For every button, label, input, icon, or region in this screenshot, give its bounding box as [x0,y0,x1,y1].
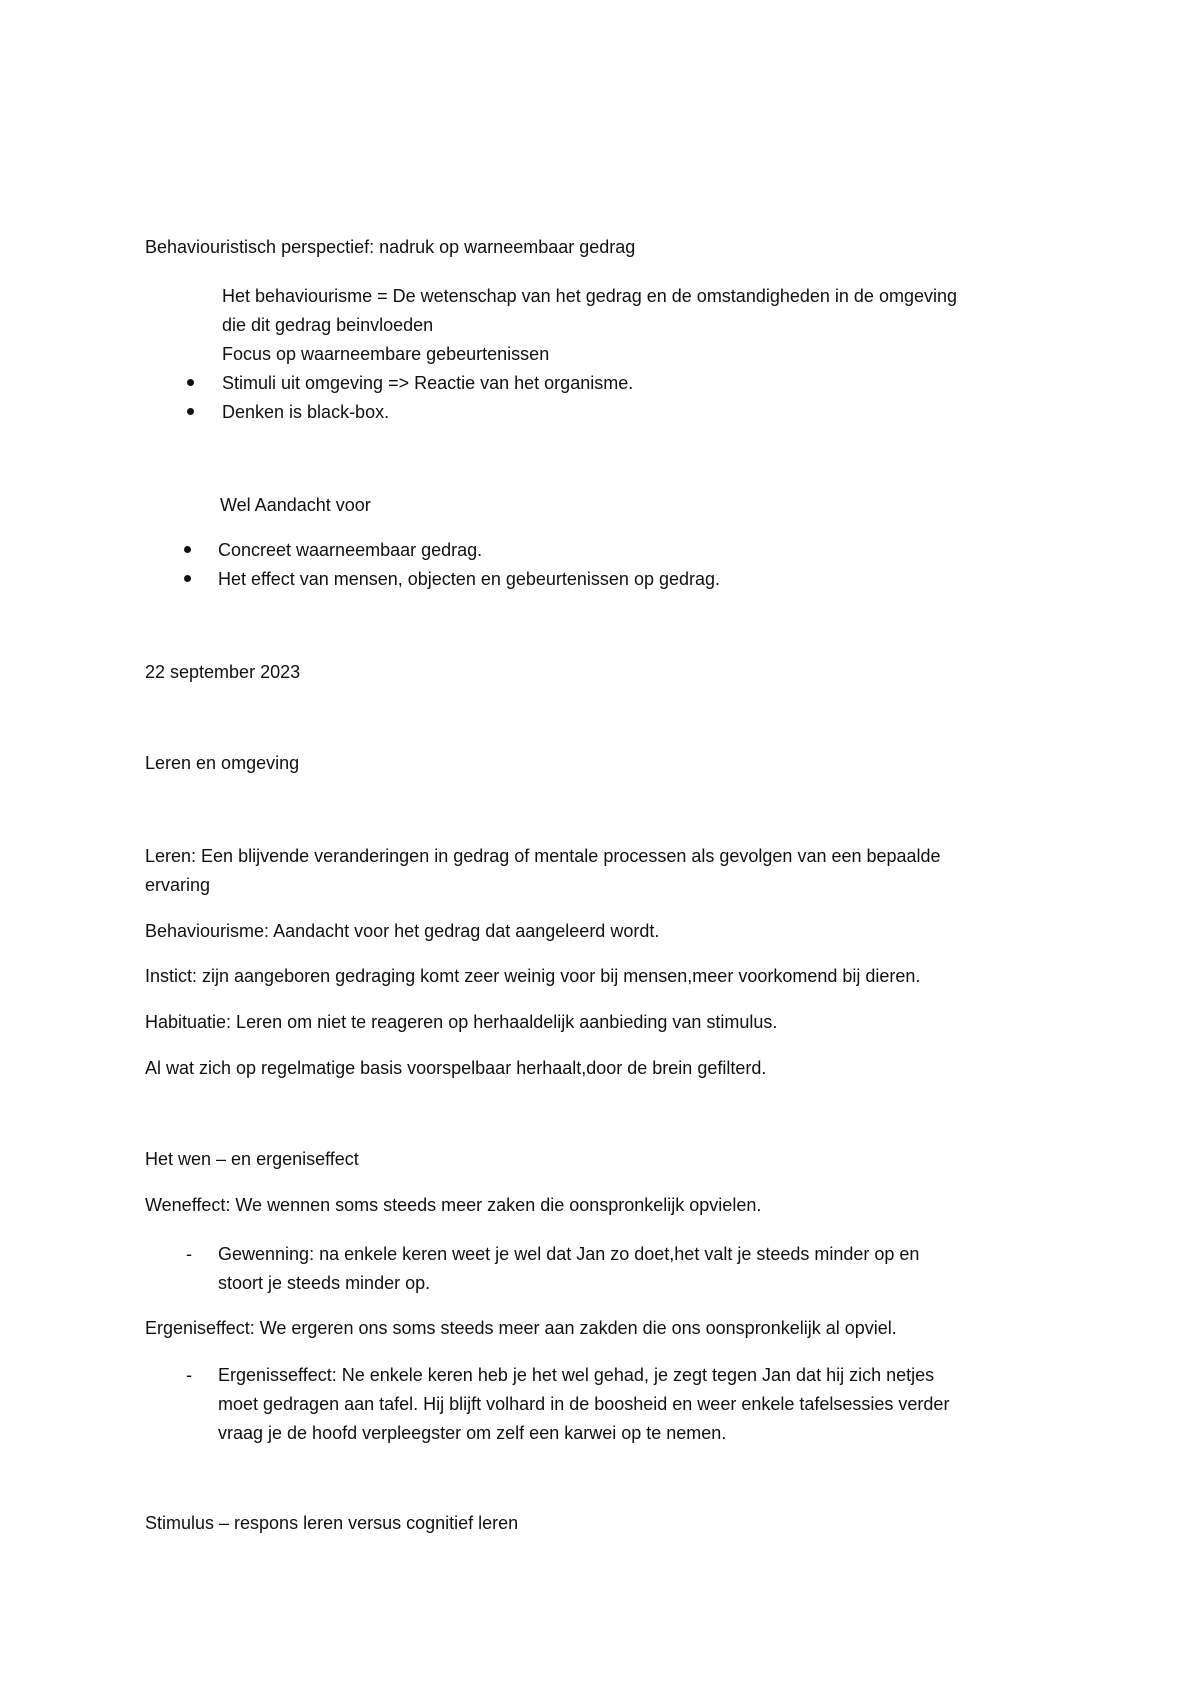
leren-definition-line-1: Leren: Een blijvende veranderingen in gedrag of mentale processen als gevolgen van een bepaalde [145,846,941,866]
bullet-icon [184,575,191,582]
section-heading-behaviouristisch: Behaviouristisch perspectief: nadruk op warneembaar gedrag [145,237,636,257]
ergenisseffect-line-2: moet gedragen aan tafel. Hij blijft volhard in de boosheid en weer enkele tafelsessies verder [218,1394,950,1414]
section-heading-wen-ergeniseffect: Het wen – en ergeniseffect [145,1149,359,1169]
ergenisseffect-line-3: vraag je de hoofd verpleegster om zelf een karwei op te nemen. [218,1423,727,1443]
al-wat-line: Al wat zich op regelmatige basis voorspelbaar herhaalt,door de brein gefilterd. [145,1058,767,1078]
definition-line-2: die dit gedrag beinvloeden [222,315,434,335]
gewenning-line-2: stoort je steeds minder op. [218,1273,431,1293]
attention-heading: Wel Aandacht voor [220,495,371,515]
list-item-concreet: Concreet waarneembaar gedrag. [218,540,483,560]
ergeniseffect-line: Ergeniseffect: We ergeren ons soms steeds meer aan zakden die ons oonspronkelijk al opviel. [145,1318,897,1338]
habituatie-line: Habituatie: Leren om niet te reageren op herhaaldelijk aanbieding van stimulus. [145,1012,778,1032]
list-item-effect: Het effect van mensen, objecten en gebeurtenissen op gedrag. [218,569,721,589]
bullet-icon [187,408,194,415]
behaviourisme-line: Behaviourisme: Aandacht voor het gedrag dat aangeleerd wordt. [145,921,660,941]
section-heading-stimulus-respons: Stimulus – respons leren versus cognitief leren [145,1513,519,1533]
gewenning-line-1: Gewenning: na enkele keren weet je wel dat Jan zo doet,het valt je steeds minder op en [218,1244,920,1264]
ergenisseffect-line-1: Ergenisseffect: Ne enkele keren heb je het wel gehad, je zegt tegen Jan dat hij zich netjes [218,1365,935,1385]
focus-line: Focus op waarneembare gebeurtenissen [222,344,550,364]
dash-marker: - [186,1244,192,1264]
weneffect-line: Weneffect: We wennen soms steeds meer zaken die oonspronkelijk opvielen. [145,1195,762,1215]
bullet-icon [184,546,191,553]
date-line: 22 september 2023 [145,662,301,682]
leren-definition-line-2: ervaring [145,875,211,895]
definition-line-1: Het behaviourisme = De wetenschap van het gedrag en de omstandigheden in de omgeving [222,286,957,306]
bullet-icon [187,379,194,386]
instict-line: Instict: zijn aangeboren gedraging komt zeer weinig voor bij mensen,meer voorkomend bij dieren. [145,966,921,986]
dash-marker: - [186,1365,192,1385]
list-item-stimuli: Stimuli uit omgeving => Reactie van het organisme. [222,373,634,393]
list-item-denken: Denken is black-box. [222,402,390,422]
section-heading-leren: Leren en omgeving [145,753,300,773]
